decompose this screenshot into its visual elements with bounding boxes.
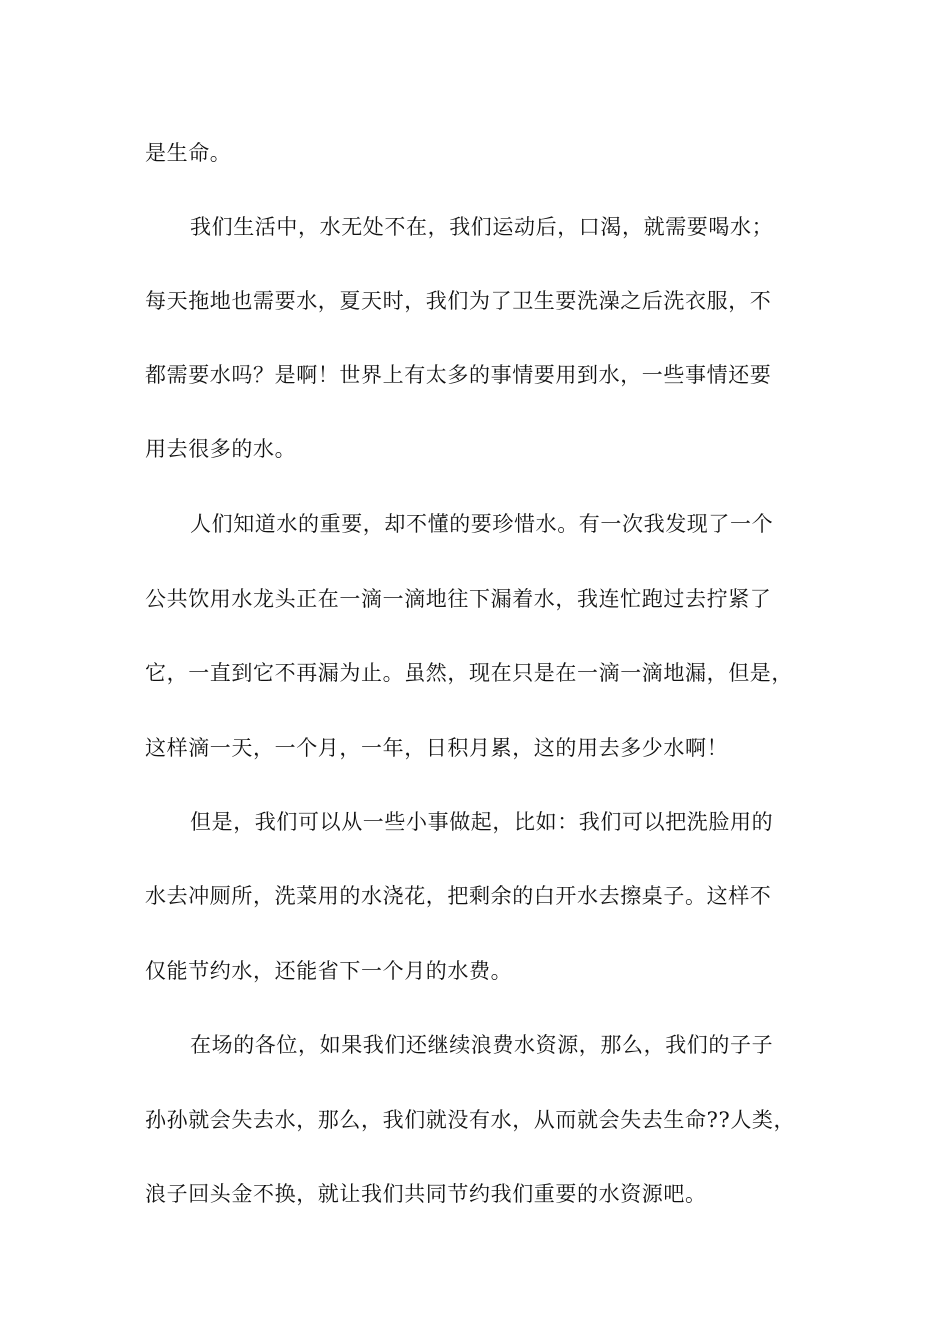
paragraph-first-line: 但是，我们可以从一些小事做起，比如：我们可以把洗脸用的 (190, 810, 774, 834)
paragraph-first-line: 人们知道水的重要，却不懂的要珍惜水。有一次我发现了一个 (190, 512, 774, 536)
text-line: 是生命。 (145, 141, 232, 165)
text-line: 浪子回头金不换，就让我们共同节约我们重要的水资源吧。 (145, 1182, 707, 1206)
text-line: 仅能节约水，还能省下一个月的水费。 (145, 959, 513, 983)
text-line: 水去冲厕所，洗菜用的水浇花，把剩余的白开水去擦桌子。这样不 (145, 884, 772, 908)
text-line: 孙孙就会失去水，那么，我们就没有水，从而就会失去生命??人类， (145, 1108, 796, 1132)
text-line: 它，一直到它不再漏为止。虽然，现在只是在一滴一滴地漏，但是， (145, 661, 793, 685)
text-line: 用去很多的水。 (145, 437, 297, 461)
text-line: 都需要水吗？是啊！世界上有太多的事情要用到水，一些事情还要 (145, 363, 772, 387)
paragraph-first-line: 在场的各位，如果我们还继续浪费水资源，那么，我们的子子 (190, 1033, 774, 1057)
text-line: 每天拖地也需要水，夏天时，我们为了卫生要洗澡之后洗衣服，不 (145, 289, 772, 313)
text-line: 公共饮用水龙头正在一滴一滴地往下漏着水，我连忙跑过去拧紧了 (145, 587, 772, 611)
text-line: 这样滴一天，一个月，一年，日积月累，这的用去多少水啊！ (145, 736, 729, 760)
paragraph-first-line: 我们生活中，水无处不在，我们运动后，口渴，就需要喝水； (190, 215, 774, 239)
